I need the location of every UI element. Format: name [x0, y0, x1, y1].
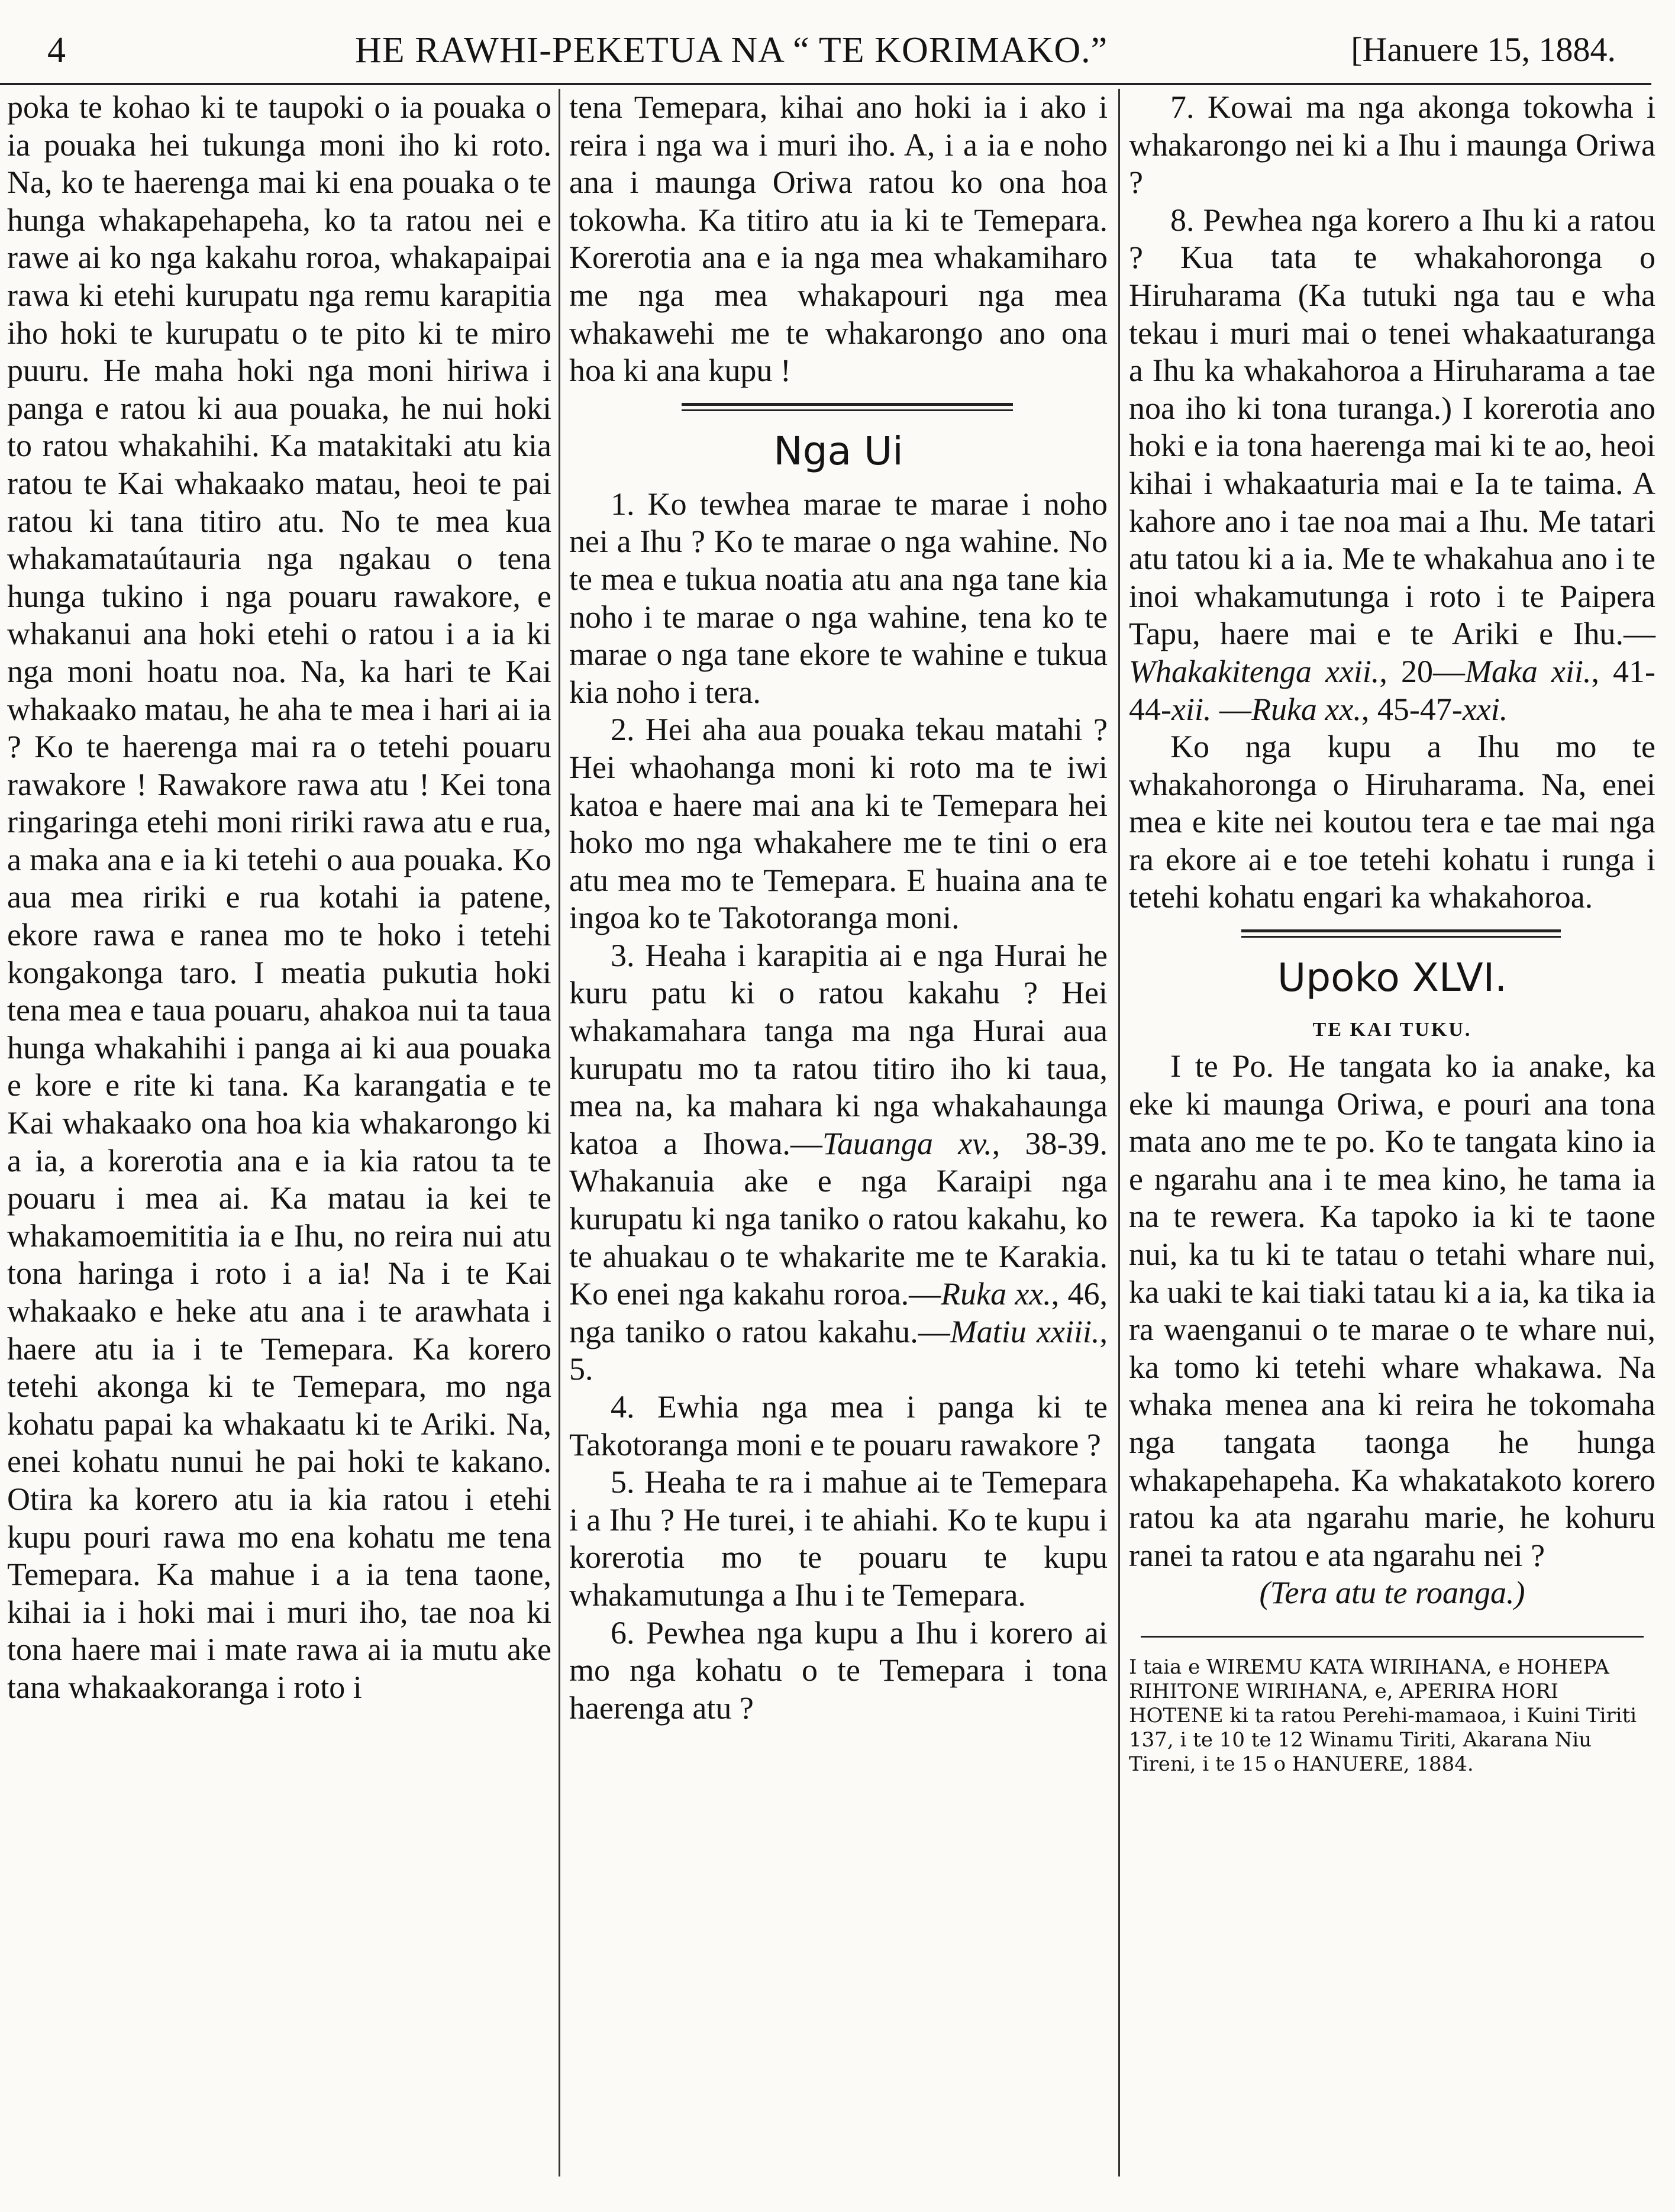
question-6: 6. Pewhea nga kupu a Ihu i korero ai mo nga kohatu o te Temepara i tona haerenga atu ?	[569, 1614, 1108, 1726]
question-7: 7. Kowai ma nga akonga tokowha i whakarongo nei ki a Ihu i maunga Oriwa ?	[1129, 89, 1655, 201]
header-rule	[0, 83, 1651, 85]
page-header	[24, 24, 1651, 89]
question-1: 1. Ko tewhea marae te marae i noho nei a Ihu ? Ko te marae o nga wahine. No te mea e tukua noatia atu ana nga tane kia noho i te marae o nga wahine, tena ko te marae o nga tane ekore te wahine e tukua kia noho i tera.	[569, 486, 1108, 710]
column-1	[7, 89, 551, 2188]
scripture-reference: Tauanga xv.	[822, 1125, 992, 1161]
column-divider	[559, 89, 560, 2177]
story-text: I te Po. He tangata ko ia anake, ka eke ki maunga Oriwa, e pouri ana tona mata ano me te po. Ko te tangata kino ia e ngarahu ana i te mea kino, he tama ia na te rewera. Ka tapoko ia ki te taone nui, ka tu ki te tatau o tetahi whare nui, ka uaki te kai tiaki tatau ki a ia, ka tika ia ra waenganui o te marae o te whare nui, ka tomo ki tetehi whare whakawa. Na whaka menea ana ki reira he tokomaha nga tangata taonga he hunga whakapehapeha. Ka whakatakoto korero ratou ka ata ngarahu marie, he kohuru ranei ta ratou e ata ngarahu nei ?	[1129, 1048, 1655, 1573]
section-divider	[1241, 929, 1561, 938]
question-8: 8. Pewhea nga korero a Ihu ki a ratou ? Kua tata te whakahoronga o Hiruharama (Ka tutuki nga tau e wha tekau i muri mai o tenei whakaaturanga a Ihu ka whakahoroa a Hiruharama a tae noa iho ki tona turanga.) I korerotia ano hoki e ia tona haerenga mai ki te ao, heoi kihai i whakaaturia mai e Ia te taima. A kahore ano i tae noa mai a Ihu. Me tatari atu tatou ki a ia. Me te whakahua ano i te inoi whakamutunga i roto i te Paipera Tapu, haere mai e te Ariki e Ihu.—Whakakitenga xxii., 20—Maka xii., 41-44-xii. —Ruka xx., 45-47-xxi.	[1129, 202, 1655, 727]
closing-text: Ko nga kupu a Ihu mo te whakahoronga o Hiruharama. Na, enei mea e kite nei koutou tera e tae mai nga ra ekore ai e toe tetehi kohatu i runga i tetehi kohatu engari ka whakahoroa.	[1129, 729, 1655, 915]
column-divider	[1118, 89, 1120, 2177]
printer-imprint: I taia e WIREMU KATA WIRIHANA, e HOHEPA RIHITONE WIRIHANA, e, APERIRA HORI HOTENE ki ta ratou Perehi-mamaoa, i Kuini Tiriti 137, i te 10 te 12 Winamu Tiriti, Akarana Niu Tireni, i te 15 o HANUERE, 1884.	[1129, 1655, 1637, 1776]
scripture-reference: Ruka xx.	[1251, 691, 1361, 727]
column-3	[1129, 89, 1655, 2188]
article-text: poka te kohao ki te taupoki o ia pouaka o ia pouaka hei tukunga moni iho ki roto. Na, ko te haerenga mai ki ena pouaka o te hunga whakapehapeha, ko ta ratou nei e rawe ai ko nga kakahu roroa, whakapaipai rawa ki etehi kurupatu nga remu karapitia iho hoki te kurupatu o te pito ki te miro puuru. He maha hoki nga moni hiriwa i panga e ratou ki aua pouaka, he nui hoki to ratou whakahihi. Ka matakitaki atu kia ratou te Kai whakaako matau, heoi te pai ratou ki tana titiro atu. No te mea kua whakamataútauria nga ngakau o tena hunga tukino i nga pouaru rawakore, e whakanui ana hoki etehi o ratou i a ia ki nga moni hoatu noa. Na, ka hari te Kai whakaako matau, he aha te mea i hari ai ia ? Ko te haerenga mai ra o tetehi pouaru rawakore ! Rawakore rawa atu ! Kei tona ringaringa etehi moni ririki rawa atu e rua, a maka ana e ia ki tetehi o aua pouaka. Ko aua mea ririki e rua kotahi ia patene, ekore rawa e ranea mo te hoko i tetehi kongakonga taro. I meatia pukutia hoki tena mea e taua pouaru, ahakoa nui ta taua hunga whakahihi i panga ai ki aua pouaka e kore e rite ki tana. Ka karangatia e te Kai whakaako ona hoa kia whakarongo ki a ia, a korerotia ana e ia kia ratou ta te pouaru i mea ai. Ka matau ia kei te whakamoemititia ia e Ihu, no reira nui atu tona haringa i roto i a ia! Na i te Kai whakaako e heke atu ana i te arawhata i haere atu ia i te Temepara. Ka korero tetehi akonga ki te Temepara, mo nga kohatu papai ka whakaatu ki te Ariki. Na, enei kohatu nunui he pai hoki te kakano. Otira ka korero atu ia kia ratou i etehi kupu pouri rawa mo ena kohatu me tena Temepara. Ka mahue i a ia tena taone, kihai ia i hoki mai i muri iho, tae noa ki tona haere mai i mate rawa ai ia mutu ake tana whakaakoranga i roto i	[7, 89, 551, 1705]
question-2: 2. Hei aha aua pouaka tekau matahi ? Hei whaohanga moni ki roto ma te iwi katoa e haere mai ana ki te Temepara hei hoko mo nga whakahere me te tini o era atu mea mo te Temepara. E huaina ana te ingoa ko te Takotoranga moni.	[569, 712, 1108, 936]
article-text: tena Temepara, kihai ano hoki ia i ako i reira i nga wa i muri iho. A, i a ia e noho ana i maunga Oriwa ratou ko ona hoa tokowha. Ka titiro atu ia ki te Temepara. Korerotia ana e ia nga mea whakamiharo me nga mea whakapouri nga mea whakawehi me te whakarongo ano ona hoa ki ana kupu !	[569, 89, 1108, 389]
page-number: 4	[47, 30, 66, 70]
scripture-reference: Maka xii.	[1464, 653, 1592, 689]
question-3: 3. Heaha i karapitia ai e nga Hurai he kuru patu ki o ratou kakahu ? Hei whakamahara tanga ma nga Hurai aua kurupatu mo ta ratou titiro iho ki taua, mea na, ka mahara ki nga whakahaunga katoa a Ihowa.—Tauanga xv., 38-39. Whakanuia ake e nga Karaipi nga kurupatu ki nga taniko o ratou kakahu, ko te ahuakau o te whakarite me te Karakia. Ko enei nga kakahu roroa.—Ruka xx., 46, nga taniko o ratou kakahu.—Matiu xxiii., 5.	[569, 937, 1108, 1387]
scripture-reference: Ruka xx.	[941, 1276, 1051, 1312]
chapter-heading: Upoko XLVI.	[1277, 955, 1508, 1001]
scripture-reference: xii.	[1171, 691, 1212, 727]
section-heading: Nga Ui	[773, 428, 903, 474]
continued-note: (Tera atu te roanga.)	[1259, 1575, 1525, 1611]
scripture-reference: xxi.	[1462, 691, 1508, 727]
question-4: 4. Ewhia nga mea i panga ki te Takotoranga moni e te pouaru rawakore ?	[569, 1389, 1108, 1462]
scripture-reference: Whakakitenga xxii.	[1129, 653, 1380, 689]
question-5: 5. Heaha te ra i mahue ai te Temepara i a Ihu ? He turei, i te ahiahi. Ko te kupu i korerotia mo te pouaru te kupu whakamutunga a Ihu i te Temepara.	[569, 1464, 1108, 1613]
issue-date: [Hanuere 15, 1884.	[1351, 30, 1616, 69]
newspaper-title: HE RAWHI-PEKETUA NA “ TE KORIMAKO.”	[355, 30, 1108, 70]
scripture-reference: Matiu xxiii.	[950, 1313, 1100, 1349]
section-divider	[682, 403, 1013, 411]
column-2	[569, 89, 1108, 2188]
chapter-subheading: TE KAI TUKU.	[1312, 1019, 1472, 1041]
imprint-rule	[1141, 1636, 1644, 1638]
